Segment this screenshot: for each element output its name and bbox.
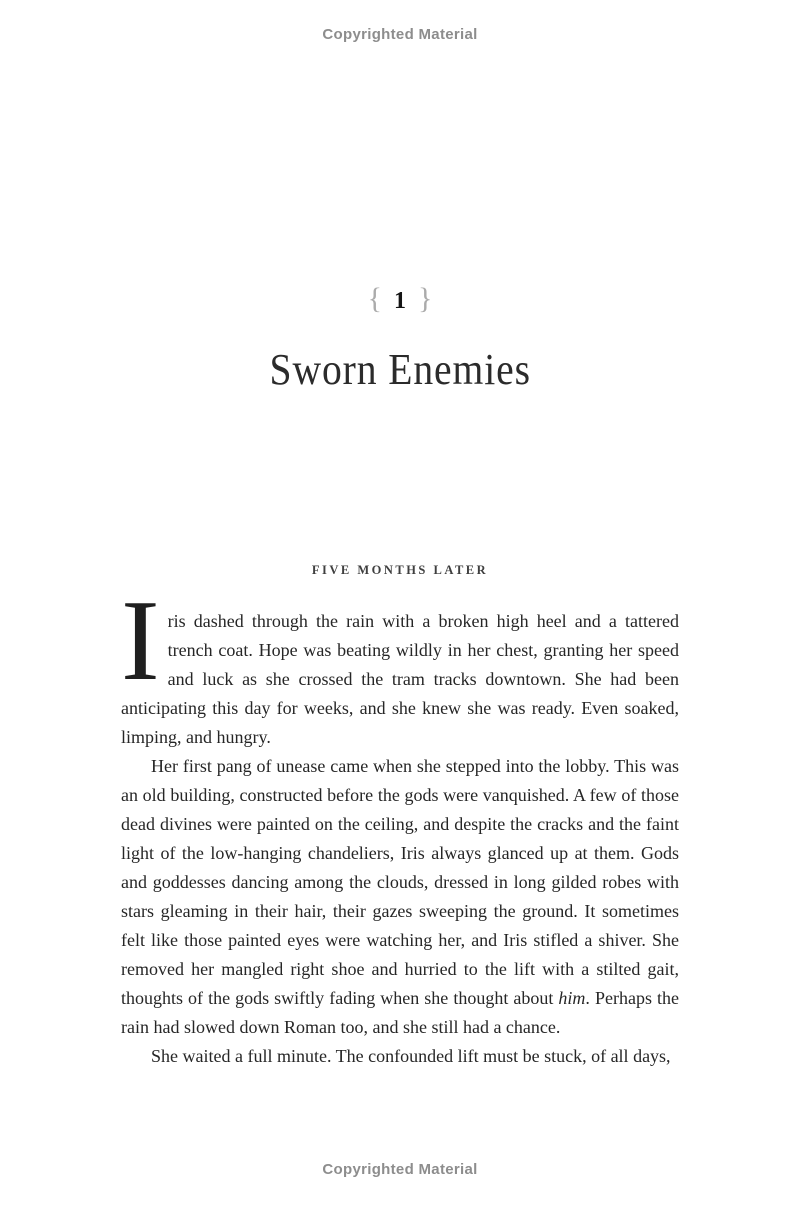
section-heading: FIVE MONTHS LATER (311, 563, 489, 577)
chapter-title (0, 342, 800, 398)
chapter-brace-right: } (418, 282, 433, 315)
paragraph-1-text: ris dashed through the rain with a broken high heel and a tattered trench coat. Hope was beating wildly in her chest, granting her speed and luck as she crossed the tram tracks downtown. She had been anticipating this day for weeks, and she knew she was ready. Even soaked, limping, and hungry. (121, 611, 679, 747)
paragraph-3-text: She waited a full minute. The confounded lift must be stuck, of all days, (151, 1046, 671, 1066)
paragraph-2-text-a: Her first pang of unease came when she stepped into the lobby. This was an old building, constructed before the gods were vanquished. A few of those dead divines were painted on the ceiling, and despite the cracks and the faint light of the low-hanging chandeliers, Iris always glanced up at them. Gods and goddesses dancing among the clouds, dressed in long gilded robes with stars gleaming in their hair, their gazes sweeping the ground. It sometimes felt like those painted eyes were watching her, and Iris stifled a shiver. She removed her mangled right shoe and hurried to the lift with a stilted gait, thoughts of the gods swiftly fading when she thought about (121, 756, 679, 1008)
paragraph-2 (121, 752, 679, 1042)
drop-cap: I (121, 577, 160, 705)
chapter-title-text: Sworn Enemies (269, 345, 531, 394)
chapter-brace-left: { (367, 282, 382, 315)
paragraph-1 (121, 577, 679, 752)
copyright-notice-top: Copyrighted Material (322, 26, 478, 43)
paragraph-3 (121, 1042, 679, 1071)
paragraph-2-text-b: . Perhaps the rain had slowed down Roman too, and she still had a chance. (121, 988, 679, 1037)
chapter-number: 1 (394, 288, 406, 314)
body-text-block (121, 577, 679, 1071)
paragraph-2-italic-word: him (558, 988, 586, 1008)
chapter-number-mark (0, 284, 800, 316)
copyright-notice-bottom: Copyrighted Material (322, 1161, 478, 1178)
